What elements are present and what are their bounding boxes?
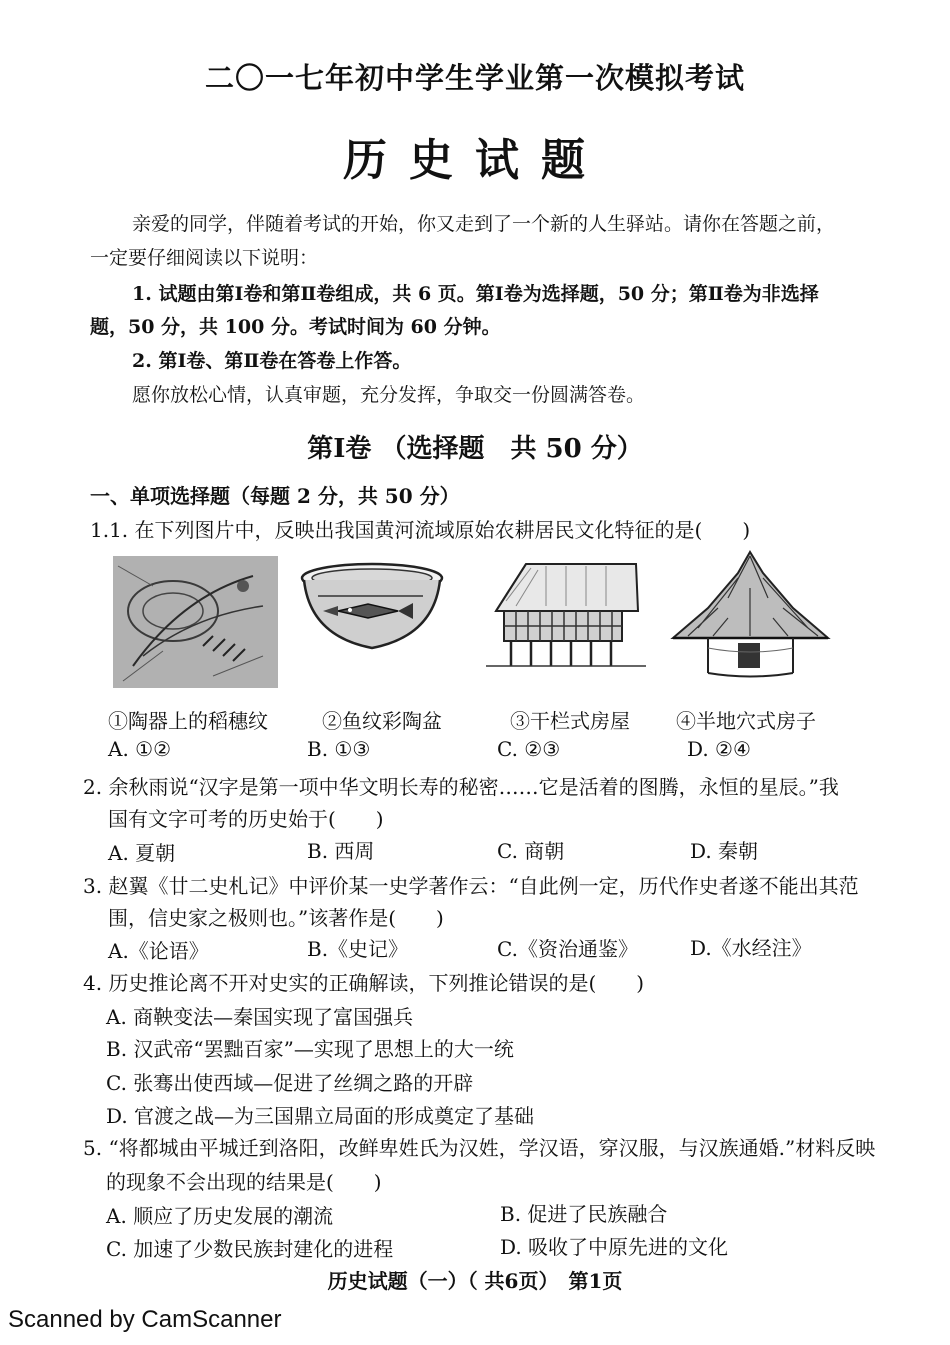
exam-title: 二〇一七年初中学生学业第一次模拟考试 [204,61,745,95]
q4-option-c: C. 张骞出使西域—促进了丝绸之路的开辟 [106,1071,474,1095]
q3-option-c: C.《资治通鉴》 [497,937,638,961]
question-5-stem-line-1: 5. “将都城由平城迁到洛阳，改鲜卑姓氏为汉姓，学汉语，穿汉服，与汉族通婚.”材料反映 [83,1136,876,1160]
q2-option-c: C. 商朝 [497,839,565,863]
question-5-stem-line-2: 的现象不会出现的结果是( ) [106,1170,382,1194]
q5-option-d: D. 吸收了中原先进的文化 [500,1235,729,1259]
instruction-2: 2. 第Ⅰ卷、第Ⅱ卷在答卷上作答。 [132,350,412,372]
q2-option-a: A. 夏朝 [108,841,176,865]
q3-option-a: A.《论语》 [108,939,209,963]
q4-option-b: B. 汉武帝“罢黜百家”—实现了思想上的大一统 [106,1037,514,1061]
question-2-stem-line-1: 2. 余秋雨说“汉字是第一项中华文明长寿的秘密……它是活着的图腾，永恒的星辰。”我 [83,775,839,799]
figure-caption-1: ①陶器上的稻穗纹 [108,709,268,733]
figure-caption-3: ③干栏式房屋 [510,709,630,733]
question-3-stem-line-1: 3. 赵翼《廿二史札记》中评价某一史学著作云：“自此例一定，历代作史者遂不能出其范 [83,874,859,898]
page-footer: 历史试题（一）（ 共6页） 第1页 [327,1269,623,1293]
q5-option-a: A. 顺应了历史发展的潮流 [106,1204,334,1228]
q4-option-a: A. 商鞅变法—秦国实现了富国强兵 [106,1005,414,1029]
figure-caption-2: ②鱼纹彩陶盆 [322,709,442,733]
question-2-stem-line-2: 国有文字可考的历史始于( ) [108,807,384,831]
q2-option-b: B. 西周 [307,839,375,863]
q2-option-d: D. 秦朝 [690,839,759,863]
rice-ear-pottery-image [113,556,278,696]
intro-line-2: 一定要仔细阅读以下说明： [90,247,319,269]
stilt-house-image [486,556,646,696]
intro-line-1: 亲爱的同学，伴随着考试的开始，你又走到了一个新的人生驿站。请你在答题之前， [132,213,836,235]
q1-option-b: B. ①③ [307,737,371,761]
subject-title: 历史试题 [343,135,607,186]
q1-option-a: A. ①② [108,737,172,761]
q5-option-b: B. 促进了民族融合 [500,1202,668,1226]
part-heading: 一、单项选择题（每题 2 分，共 50 分） [90,484,460,508]
semi-subterranean-house-image [668,548,833,688]
scanner-watermark: Scanned by CamScanner [8,1306,282,1333]
q1-option-d: D. ②④ [687,737,751,761]
question-3-stem-line-2: 围，信史家之极则也。”该著作是( ) [108,906,444,930]
q4-option-d: D. 官渡之战—为三国鼎立局面的形成奠定了基础 [106,1104,535,1128]
question-1-stem: 1.1. 在下列图片中，反映出我国黄河流域原始农耕居民文化特征的是( ) [90,518,751,542]
instruction-1-line-2: 题，50 分，共 100 分。考试时间为 60 分钟。 [90,316,501,338]
q5-option-c: C. 加速了少数民族封建化的进程 [106,1237,394,1261]
instruction-1-line-1: 1. 试题由第Ⅰ卷和第Ⅱ卷组成，共 6 页。第Ⅰ卷为选择题，50 分；第Ⅱ卷为非选择 [132,283,819,305]
intro-wish: 愿你放松心情，认真审题，充分发挥，争取交一份圆满答卷。 [132,384,646,406]
section-title: 第Ⅰ卷 （选择题 共 50 分） [307,434,643,464]
q3-option-b: B.《史记》 [307,937,409,961]
fish-pattern-basin-image [298,556,446,696]
question-4-stem: 4. 历史推论离不开对史实的正确解读，下列推论错误的是( ) [83,971,645,995]
q3-option-d: D.《水经注》 [690,936,812,960]
q1-option-c: C. ②③ [497,737,561,761]
figure-caption-4: ④半地穴式房子 [676,709,816,733]
